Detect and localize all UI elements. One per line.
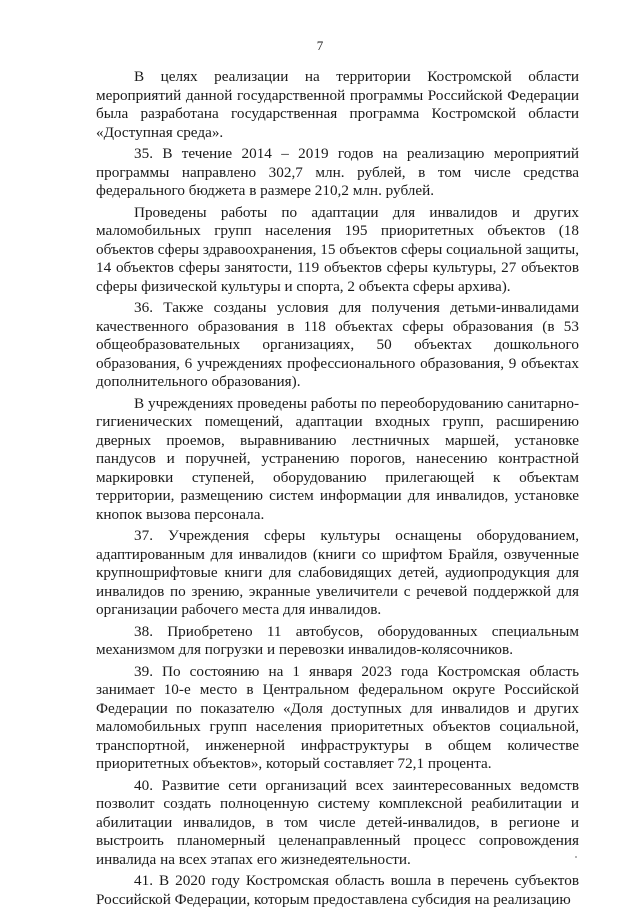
paragraph-adapted-objects: Проведены работы по адаптации для инвалидов и других маломобильных групп населения 195 приоритетных объектов (18 объектов сферы здравоохранения, 15 объектов сферы социальной защиты, 14 объектов сферы занятости, 119 объектов сферы культуры, 27 объектов сферы физической культуры и спорта, 2 объекта сферы архива). <box>96 203 579 295</box>
paragraph-41-subsidy: 41. В 2020 году Костромская область вошла в перечень субъектов Российской Федерации, которым предоставлена субсидия на реализацию <box>96 872 579 908</box>
document-body <box>96 68 579 909</box>
paragraph-36-education: 36. Также созданы условия для получения детьми-инвалидами качественного образования в 118 объектах сферы образования (в 53 общеобразовательных организациях, 50 объектах дошкольного образования, 6 учреждениях профессионального образования, 9 объектах дополнительного образования). <box>96 299 579 390</box>
paragraph-37-culture: 37. Учреждения сферы культуры оснащены оборудованием, адаптированным для инвалидов (книги со шрифтом Брайля, озвученные крупношрифтовые книги для слабовидящих детей, аудиопродукция для инвалидов по зрению, экранные увеличители с речевой поддержкой для организации рабочего места для инвалидов. <box>96 527 579 618</box>
paragraph-program-intro: В целях реализации на территории Костромской области мероприятий данной государственной программы Российской Федерации была разработана государственная программа Костромской области «Доступная среда». <box>96 68 579 141</box>
paragraph-38-buses: 38. Приобретено 11 автобусов, оборудованных специальным механизмом для погрузки и перевозки инвалидов-колясочников. <box>96 622 579 658</box>
paragraph-renovation-works: В учреждениях проведены работы по переоборудованию санитарно-гигиенических помещений, адаптации входных групп, расширению дверных проемов, выравниванию лестничных маршей, установке пандусов и поручней, устранению порогов, нанесению контрастной маркировки ступеней, оборудованию прилегающей к объектам территории, размещению систем информации для инвалидов, установке кнопок вызова персонала. <box>96 394 579 523</box>
scan-speck <box>575 856 577 858</box>
paragraph-40-rehabilitation: 40. Развитие сети организаций всех заинтересованных ведомств позволит создать полноценную систему комплексной реабилитации и абилитации инвалидов, в том числе детей-инвалидов, в регионе и выстроить планомерный целенаправленный процесс сопровождения инвалида на всех этапах его жизнедеятельности. <box>96 776 579 868</box>
page-number: 7 <box>316 38 324 53</box>
paragraph-39-ranking: 39. По состоянию на 1 января 2023 года Костромская область занимает 10-е место в Центральном федеральном округе Российской Федерации по показателю «Доля доступных для инвалидов и других маломобильных групп населения приоритетных объектов социальной, транспортной, инженерной инфраструктуры в общем количестве приоритетных объектов», который составляет 72,1 процента. <box>96 662 579 772</box>
paragraph-35-funding: 35. В течение 2014 – 2019 годов на реализацию мероприятий программы направлено 302,7 млн. рублей, в том числе средства федерального бюджета в размере 210,2 млн. рублей. <box>96 145 579 199</box>
